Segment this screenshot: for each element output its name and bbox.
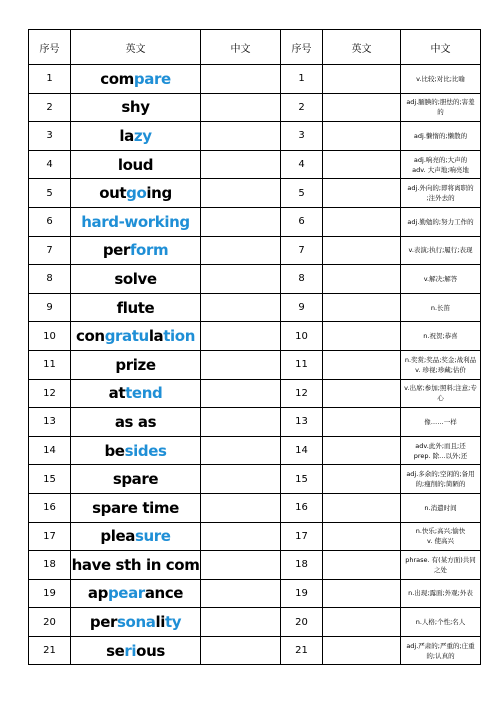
row-number-2: 18 xyxy=(281,551,323,580)
english-word xyxy=(71,293,201,322)
table-row xyxy=(29,579,481,608)
meaning-line: v. 使高兴 xyxy=(427,537,454,546)
word-part: flute xyxy=(116,298,155,317)
header-chinese-2: 中文 xyxy=(401,30,481,65)
english-word xyxy=(71,579,201,608)
table-row xyxy=(29,522,481,551)
meaning-line: adj.懒惰的;懒散的 xyxy=(413,131,468,140)
row-number: 19 xyxy=(29,579,71,608)
chinese-meaning xyxy=(401,236,481,265)
chinese-meaning xyxy=(401,65,481,94)
row-number-2: 1 xyxy=(281,65,323,94)
row-number: 9 xyxy=(29,293,71,322)
row-number-2: 19 xyxy=(281,579,323,608)
meaning-line: 的;认真的 xyxy=(426,651,455,660)
english-word xyxy=(71,408,201,437)
chinese-blank xyxy=(201,608,281,637)
row-number-2: 5 xyxy=(281,179,323,208)
english-blank xyxy=(323,350,401,379)
english-blank xyxy=(323,493,401,522)
english-blank xyxy=(323,293,401,322)
table-row xyxy=(29,408,481,437)
word-part: ap xyxy=(87,584,108,603)
chinese-meaning xyxy=(401,636,481,665)
table-row xyxy=(29,636,481,665)
english-blank xyxy=(323,179,401,208)
chinese-blank xyxy=(201,408,281,437)
chinese-blank xyxy=(201,122,281,151)
table-row xyxy=(29,150,481,179)
table-row xyxy=(29,608,481,637)
word-part: prize xyxy=(115,355,156,374)
word-part: se xyxy=(106,641,125,660)
word-part: as as xyxy=(114,412,157,431)
chinese-blank xyxy=(201,350,281,379)
row-number: 17 xyxy=(29,522,71,551)
english-word xyxy=(71,122,201,151)
chinese-meaning xyxy=(401,350,481,379)
meaning-line: 心 xyxy=(437,394,444,403)
row-number: 12 xyxy=(29,379,71,408)
word-part: ance xyxy=(144,584,184,603)
table-row xyxy=(29,350,481,379)
meaning-line: 像……一样 xyxy=(424,417,457,426)
meaning-line: prep. 除…以外;还 xyxy=(413,451,468,460)
meaning-line: adv. 大声地;响亮地 xyxy=(412,165,469,174)
row-number: 3 xyxy=(29,122,71,151)
table-row xyxy=(29,436,481,465)
row-number-2: 9 xyxy=(281,293,323,322)
row-number-2: 17 xyxy=(281,522,323,551)
english-word xyxy=(71,379,201,408)
row-number: 11 xyxy=(29,350,71,379)
table-row xyxy=(29,493,481,522)
english-blank xyxy=(323,608,401,637)
word-part: at xyxy=(108,384,126,403)
english-blank xyxy=(323,207,401,236)
chinese-blank xyxy=(201,379,281,408)
row-number-2: 3 xyxy=(281,122,323,151)
english-blank xyxy=(323,150,401,179)
word-highlight: ri xyxy=(124,641,137,660)
word-highlight: zy xyxy=(133,126,152,145)
meaning-line: phrase. 有(某方面)共同 xyxy=(405,555,476,564)
meaning-line: v.表演;执行;履行;表现 xyxy=(408,246,473,255)
chinese-meaning xyxy=(401,265,481,294)
table-row xyxy=(29,207,481,236)
meaning-line: 之处 xyxy=(434,565,447,574)
meaning-line: n.奖赏;奖品;奖金;战利品 xyxy=(404,355,477,364)
word-part: com xyxy=(100,69,134,88)
chinese-meaning xyxy=(401,293,481,322)
header-chinese: 中文 xyxy=(201,30,281,65)
table-row xyxy=(29,122,481,151)
table-row xyxy=(29,551,481,580)
chinese-blank xyxy=(201,493,281,522)
meaning-line: v.比较;对比;比喻 xyxy=(416,74,465,83)
row-number: 8 xyxy=(29,265,71,294)
row-number: 5 xyxy=(29,179,71,208)
english-blank xyxy=(323,93,401,122)
word-highlight: gratu xyxy=(104,327,149,346)
meaning-line: v.出席;参加;照料;注意;专 xyxy=(404,384,477,393)
table-row xyxy=(29,93,481,122)
chinese-blank xyxy=(201,65,281,94)
word-part: spare time xyxy=(92,498,179,517)
word-part: con xyxy=(76,327,105,346)
english-word xyxy=(71,493,201,522)
row-number-2: 13 xyxy=(281,408,323,437)
row-number: 10 xyxy=(29,322,71,351)
english-word xyxy=(71,265,201,294)
row-number: 4 xyxy=(29,150,71,179)
row-number-2: 2 xyxy=(281,93,323,122)
word-part: ing xyxy=(146,184,172,203)
english-word xyxy=(71,522,201,551)
word-part: out xyxy=(99,184,127,203)
header-english-2: 英文 xyxy=(323,30,401,65)
table-row xyxy=(29,322,481,351)
chinese-blank xyxy=(201,551,281,580)
english-blank xyxy=(323,408,401,437)
chinese-meaning xyxy=(401,150,481,179)
chinese-meaning xyxy=(401,408,481,437)
english-word xyxy=(71,350,201,379)
table-row xyxy=(29,379,481,408)
meaning-line: 的;瘦削的;简陋的 xyxy=(415,480,466,489)
chinese-meaning xyxy=(401,522,481,551)
meaning-line: adj.腼腆的;胆怯的;害羞 xyxy=(406,98,475,107)
row-number: 15 xyxy=(29,465,71,494)
meaning-line: v.解决;解答 xyxy=(423,274,458,283)
row-number-2: 6 xyxy=(281,207,323,236)
chinese-meaning xyxy=(401,579,481,608)
word-part: be xyxy=(104,441,125,460)
english-blank xyxy=(323,522,401,551)
chinese-meaning xyxy=(401,436,481,465)
english-word xyxy=(71,608,201,637)
word-part: per xyxy=(89,613,118,632)
word-part: ous xyxy=(136,641,165,660)
row-number: 20 xyxy=(29,608,71,637)
word-part: spare xyxy=(112,470,159,489)
chinese-blank xyxy=(201,465,281,494)
english-blank xyxy=(323,436,401,465)
meaning-line: adv.此外;而且;还 xyxy=(415,441,466,450)
english-word xyxy=(71,636,201,665)
vocabulary-table xyxy=(28,29,481,665)
english-word xyxy=(71,93,201,122)
english-blank xyxy=(323,65,401,94)
chinese-blank xyxy=(201,322,281,351)
english-word xyxy=(71,236,201,265)
chinese-meaning xyxy=(401,93,481,122)
row-number-2: 11 xyxy=(281,350,323,379)
word-part: plea xyxy=(100,527,135,546)
chinese-meaning xyxy=(401,207,481,236)
word-highlight: pare xyxy=(133,69,171,88)
table-row xyxy=(29,265,481,294)
row-number: 7 xyxy=(29,236,71,265)
meaning-line: adj.严肃的;严重的;庄重 xyxy=(406,641,475,650)
meaning-line: n.出现;露面;外观;外表 xyxy=(408,589,473,598)
chinese-blank xyxy=(201,436,281,465)
row-number: 16 xyxy=(29,493,71,522)
header-english: 英文 xyxy=(71,30,201,65)
chinese-blank xyxy=(201,179,281,208)
row-number-2: 10 xyxy=(281,322,323,351)
chinese-meaning xyxy=(401,122,481,151)
word-part: per xyxy=(102,241,130,260)
meaning-line: adj.多余的;空闲的;备用 xyxy=(406,470,475,479)
word-highlight: pear xyxy=(107,584,145,603)
row-number: 6 xyxy=(29,207,71,236)
word-highlight: hard-working xyxy=(81,212,190,231)
word-highlight: form xyxy=(129,241,169,260)
row-number: 14 xyxy=(29,436,71,465)
word-highlight: ty xyxy=(164,613,182,632)
english-word xyxy=(71,179,201,208)
chinese-blank xyxy=(201,293,281,322)
row-number-2: 7 xyxy=(281,236,323,265)
english-blank xyxy=(323,322,401,351)
word-highlight: tion xyxy=(163,327,195,346)
english-blank xyxy=(323,122,401,151)
chinese-blank xyxy=(201,150,281,179)
meaning-line: v. 珍视;珍藏;估价 xyxy=(415,365,466,374)
word-highlight: sure xyxy=(135,527,171,546)
chinese-blank xyxy=(201,579,281,608)
word-highlight: sides xyxy=(124,441,167,460)
table-row xyxy=(29,236,481,265)
row-number-2: 14 xyxy=(281,436,323,465)
table-row xyxy=(29,465,481,494)
table-body xyxy=(29,65,481,665)
chinese-meaning xyxy=(401,379,481,408)
chinese-blank xyxy=(201,522,281,551)
meaning-line: adj.响亮的;大声的 xyxy=(413,155,468,164)
table-row xyxy=(29,65,481,94)
word-part: la xyxy=(148,327,164,346)
english-word xyxy=(71,322,201,351)
meaning-line: n.消遣时间 xyxy=(424,503,457,512)
row-number: 18 xyxy=(29,551,71,580)
meaning-line: ;注外去的 xyxy=(426,194,455,203)
table-row xyxy=(29,179,481,208)
english-word xyxy=(71,465,201,494)
word-highlight: tend xyxy=(125,384,163,403)
row-number-2: 12 xyxy=(281,379,323,408)
english-blank xyxy=(323,379,401,408)
row-number-2: 8 xyxy=(281,265,323,294)
word-highlight: go xyxy=(126,184,147,203)
row-number: 2 xyxy=(29,93,71,122)
word-part: solve xyxy=(114,269,157,288)
row-number-2: 21 xyxy=(281,636,323,665)
chinese-blank xyxy=(201,207,281,236)
header-number-2: 序号 xyxy=(281,30,323,65)
chinese-meaning xyxy=(401,493,481,522)
word-part: li xyxy=(155,613,165,632)
table-row xyxy=(29,293,481,322)
header-row xyxy=(29,30,481,65)
meaning-line: 的 xyxy=(437,108,444,117)
row-number: 21 xyxy=(29,636,71,665)
word-part: have sth in com xyxy=(71,555,200,574)
meaning-line: n.人格;个性;名人 xyxy=(415,618,466,627)
row-number: 1 xyxy=(29,65,71,94)
word-part: loud xyxy=(117,155,154,174)
english-blank xyxy=(323,579,401,608)
chinese-meaning xyxy=(401,608,481,637)
meaning-line: n.长笛 xyxy=(430,303,451,312)
chinese-blank xyxy=(201,636,281,665)
english-blank xyxy=(323,236,401,265)
meaning-line: n.快乐;高兴;愉快 xyxy=(415,527,466,536)
meaning-line: adj.外向的;即将离职的 xyxy=(407,184,474,193)
row-number-2: 4 xyxy=(281,150,323,179)
chinese-blank xyxy=(201,236,281,265)
row-number-2: 15 xyxy=(281,465,323,494)
english-blank xyxy=(323,465,401,494)
english-word xyxy=(71,150,201,179)
chinese-meaning xyxy=(401,322,481,351)
chinese-meaning xyxy=(401,179,481,208)
word-part: la xyxy=(119,126,134,145)
meaning-line: adj.勤勉的;努力工作的 xyxy=(407,217,474,226)
english-blank xyxy=(323,636,401,665)
chinese-blank xyxy=(201,265,281,294)
row-number-2: 20 xyxy=(281,608,323,637)
row-number: 13 xyxy=(29,408,71,437)
english-blank xyxy=(323,551,401,580)
header-number: 序号 xyxy=(29,30,71,65)
chinese-blank xyxy=(201,93,281,122)
row-number-2: 16 xyxy=(281,493,323,522)
word-part: shy xyxy=(121,98,150,117)
word-highlight: sona xyxy=(117,613,156,632)
chinese-meaning xyxy=(401,465,481,494)
english-word xyxy=(71,65,201,94)
english-blank xyxy=(323,265,401,294)
english-word xyxy=(71,207,201,236)
english-word xyxy=(71,436,201,465)
meaning-line: n.祝贺;恭喜 xyxy=(423,332,458,341)
chinese-meaning xyxy=(401,551,481,580)
english-word xyxy=(71,551,201,580)
